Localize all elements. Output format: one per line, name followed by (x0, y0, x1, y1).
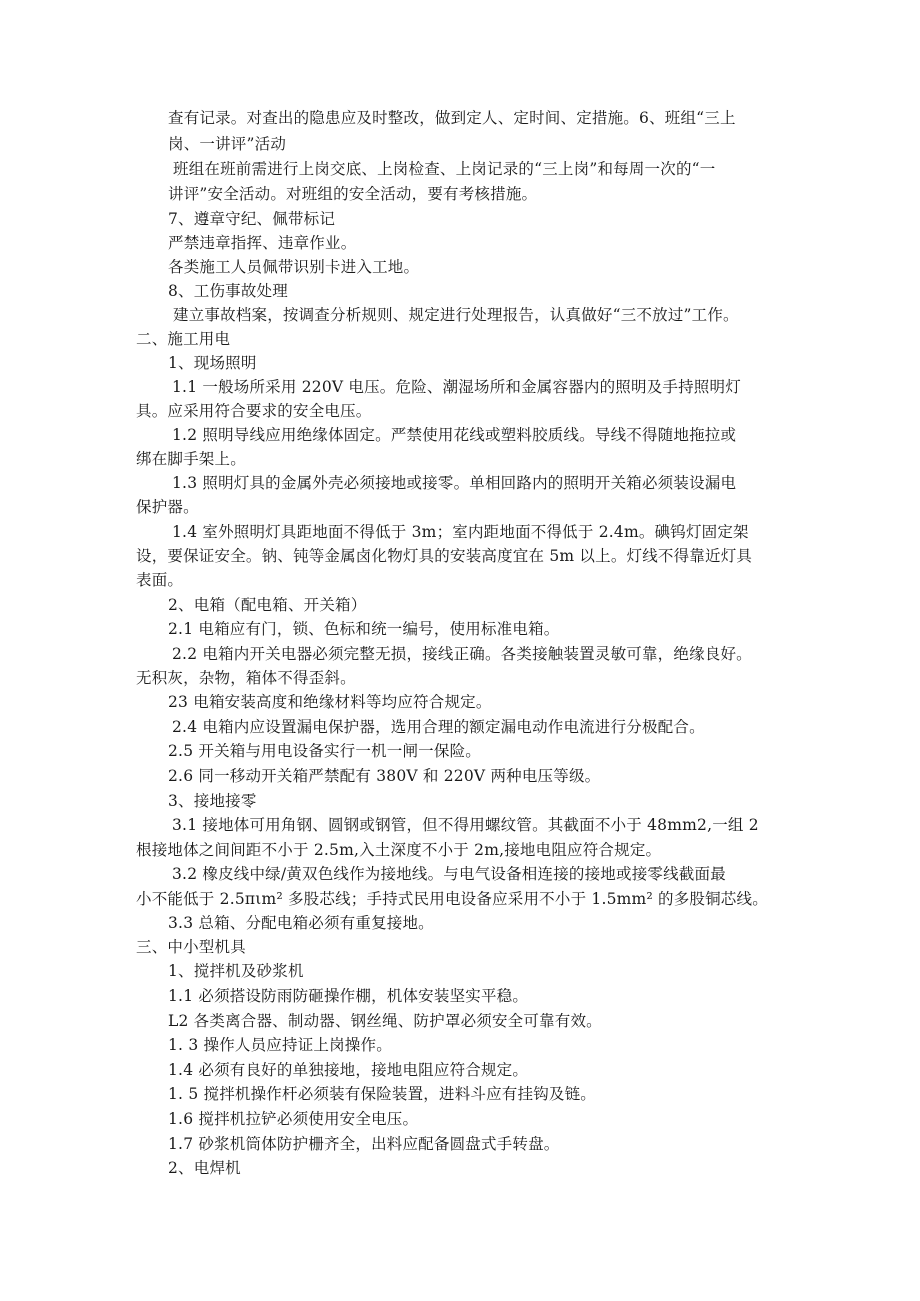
text-line: 1.3 照明灯具的金属外壳必须接地或接零。单相回路内的照明开关箱必须装设漏电 (172, 474, 737, 492)
text-line: 查有记录。对查出的隐患应及时整改，做到定人、定时间、定措施。6、班组“三上 (168, 109, 736, 127)
text-line: 1.1 必须搭设防雨防砸操作棚，机体安装坚实平稳。 (168, 987, 529, 1005)
text-line: 无积灰，杂物，箱体不得歪斜。 (136, 669, 356, 687)
text-line: 1.6 搅拌机拉铲必须使用安全电压。 (168, 1110, 419, 1128)
text-line: 2.5 开关箱与用电设备实行一机一闸一保险。 (168, 742, 481, 760)
text-line: 小不能低于 2.5πιm² 多股芯线；手持式民用电设备应采用不小于 1.5mm² 的多股铜芯线。 (136, 890, 768, 908)
text-line: 根接地体之间间距不小于 2.5m,入土深度不小于 2m,接地电阻应符合规定。 (136, 841, 662, 859)
text-line: 1.4 室外照明灯具距地面不得低于 3m；室内距地面不得低于 2.4m。碘钨灯固定架 (172, 523, 749, 541)
text-line: 23 电箱安装高度和绝缘材料等均应符合规定。 (168, 693, 492, 711)
text-line: 1. 3 操作人员应持证上岗操作。 (168, 1036, 392, 1054)
text-line: 2.4 电箱内应设置漏电保护器，选用合理的额定漏电动作电流进行分极配合。 (172, 718, 705, 736)
subsection-heading: 3、接地接零 (168, 792, 257, 810)
text-line: 讲评”安全活动。对班组的安全活动，要有考核措施。 (168, 185, 538, 203)
section-heading: 三、中小型机具 (136, 938, 246, 956)
text-line: 表面。 (136, 571, 184, 589)
text-line: 建立事故档案，按调查分析规则、规定进行处理报告，认真做好“三不放过”工作。 (173, 306, 739, 324)
text-line: 2.6 同一移动开关箱严禁配有 380V 和 220V 两种电压等级。 (168, 767, 601, 785)
subsection-heading: 2、电箱（配电箱、开关箱） (168, 596, 367, 614)
text-line: 各类施工人员佩带识别卡进入工地。 (168, 258, 420, 276)
text-line: 1.1 一般场所采用 220V 电压。危险、潮湿场所和金属容器内的照明及手持照明灯 (172, 378, 741, 396)
subsection-heading: 2、电焊机 (168, 1159, 241, 1177)
subsection-heading: 1、搅拌机及砂浆机 (168, 962, 304, 980)
text-line: 1.4 必须有良好的单独接地，接地电阻应符合规定。 (168, 1061, 529, 1079)
text-line: 8、工伤事故处理 (168, 282, 288, 300)
text-line: 3.2 橡皮线中绿/黄双色线作为接地线。与电气设备相连接的接地或接零线截面最 (172, 865, 726, 883)
text-line: 2.1 电箱应有门，锁、色标和统一编号，使用标准电箱。 (168, 620, 560, 638)
text-line: 1.2 照明导线应用绝缘体固定。严禁使用花线或塑料胶质线。导线不得随地拖拉或 (172, 426, 737, 444)
text-line: 3.1 接地体可用角钢、圆钢或钢管，但不得用螺纹管。其截面不小于 48mm2,一组 2 (172, 816, 759, 834)
subsection-heading: 1、现场照明 (168, 354, 257, 372)
text-line: 7、遵章守纪、佩带标记 (168, 210, 336, 228)
text-line: 2.2 电箱内开关电器必须完整无损，接线正确。各类接触装置灵敏可靠，绝缘良好。 (172, 645, 752, 663)
text-line: 严禁违章指挥、违章作业。 (168, 234, 357, 252)
section-heading: 二、施工用电 (136, 330, 231, 348)
text-line: 保护器。 (136, 498, 199, 516)
text-line: L2 各类离合器、制动器、钢丝绳、防护罩必须安全可靠有效。 (168, 1012, 602, 1030)
text-line: 1.7 砂浆机筒体防护栅齐全，出料应配备圆盘式手转盘。 (168, 1135, 560, 1153)
text-line: 1. 5 搅拌机操作杆必须装有保险装置，进料斗应有挂钩及链。 (168, 1085, 597, 1103)
text-line: 岗、一讲评”活动 (168, 135, 287, 153)
text-line: 绑在脚手架上。 (136, 450, 246, 468)
text-line: 具。应采用符合要求的安全电压。 (136, 402, 372, 420)
text-line: 3.3 总箱、分配电箱必须有重复接地。 (168, 914, 434, 932)
text-line: 设，要保证安全。钠、钝等金属卤化物灯具的安装高度宜在 5m 以上。灯线不得靠近灯具 (136, 547, 753, 565)
text-line: 班组在班前需进行上岗交底、上岗检查、上岗记录的“三上岗”和每周一次的“一 (173, 160, 716, 178)
